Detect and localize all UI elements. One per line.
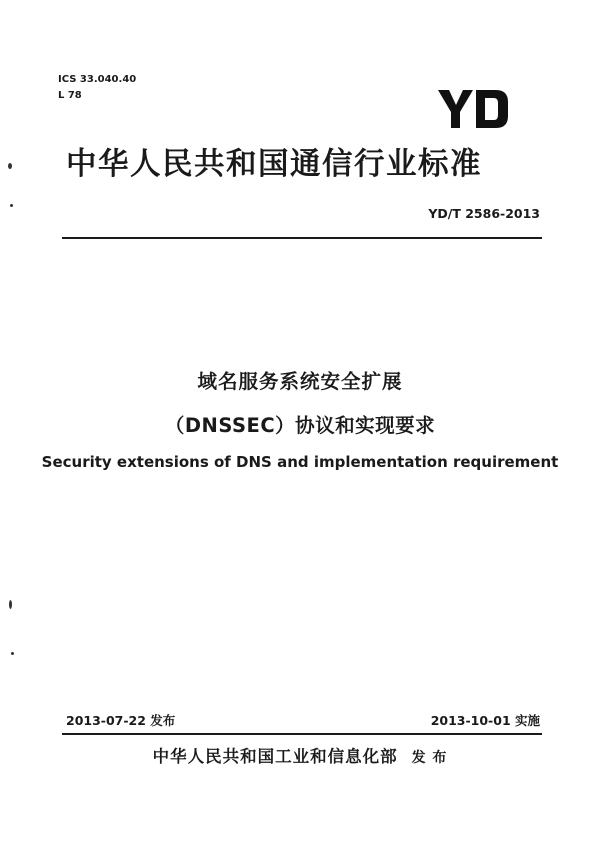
scan-speck xyxy=(10,204,13,207)
scan-speck xyxy=(8,163,12,169)
title-chinese-line2: （DNSSEC）协议和实现要求 xyxy=(164,414,436,437)
classification-codes xyxy=(58,72,136,104)
scan-speck xyxy=(9,600,12,609)
ics-code: ICS 33.040.40 xyxy=(58,74,137,85)
standard-number: YD/T 2586-2013 xyxy=(428,206,540,221)
standard-type-title: 中华人民共和国通信行业标准 xyxy=(66,147,482,182)
issue-date: 2013-07-22 发布 xyxy=(66,713,176,728)
title-chinese-line1: 域名服务系统安全扩展 xyxy=(197,370,403,393)
publisher-line xyxy=(0,743,600,767)
publisher-name: 中华人民共和国工业和信息化部 xyxy=(152,747,398,766)
scan-speck xyxy=(11,652,14,655)
top-divider xyxy=(62,237,542,239)
implementation-date: 2013-10-01 实施 xyxy=(430,713,540,728)
ccs-code: L 78 xyxy=(58,90,82,101)
yd-logo xyxy=(438,88,510,130)
publisher-action: 发 布 xyxy=(411,750,448,766)
title-english: Security extensions of DNS and implementation requirement xyxy=(41,453,559,471)
bottom-divider xyxy=(62,733,542,735)
